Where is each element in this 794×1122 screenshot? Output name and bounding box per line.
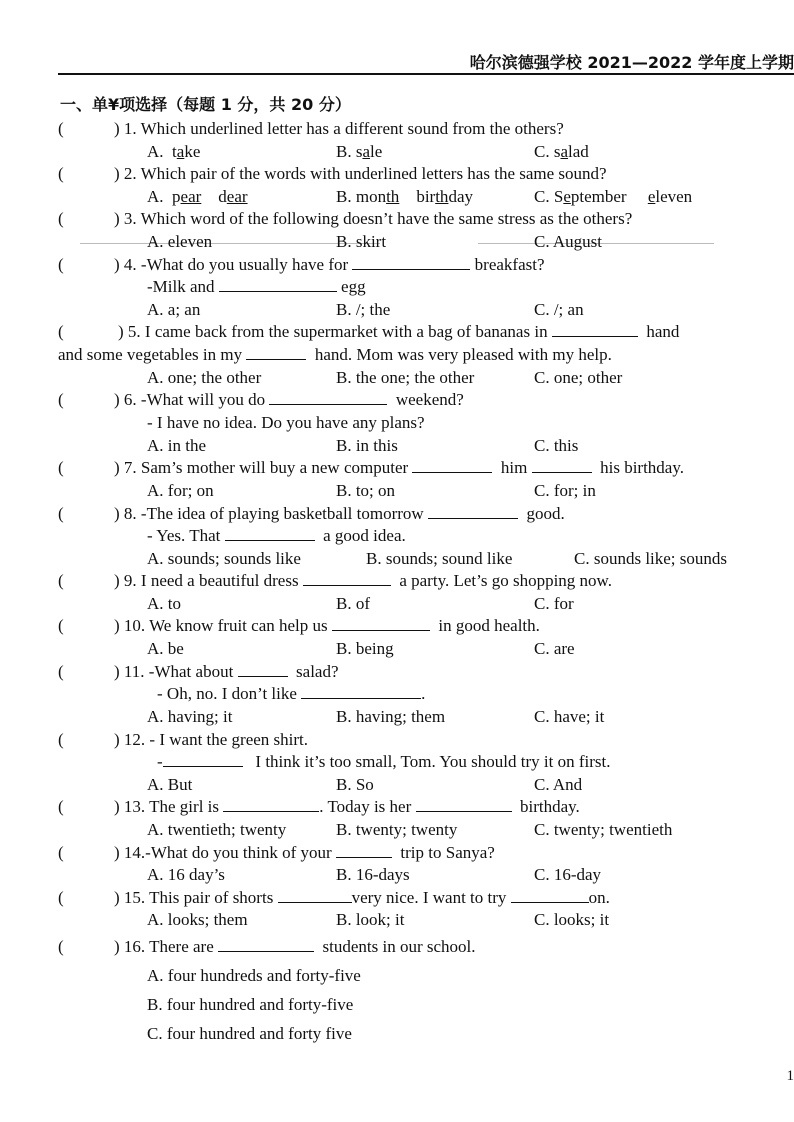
option-1c: C. salad <box>534 142 589 161</box>
option-15a: A. looks; them <box>147 910 248 929</box>
blank[interactable] <box>218 937 314 952</box>
blank[interactable] <box>412 458 492 473</box>
blank[interactable] <box>269 390 387 405</box>
option-16a: A. four hundreds and forty-five <box>147 966 361 985</box>
option-5a: A. one; the other <box>147 368 262 387</box>
blank[interactable] <box>246 345 306 360</box>
option-11a: A. having; it <box>147 707 233 726</box>
option-5b: B. the one; the other <box>336 368 475 387</box>
option-9b: B. of <box>336 594 370 613</box>
blank[interactable] <box>416 797 512 812</box>
option-8c: C. sounds like; sounds <box>574 549 728 568</box>
question-2: ) 2. Which pair of the words with underlined letters has the same sound? <box>114 164 607 183</box>
question-5: ) 5. I came back from the supermarket with a bag of bananas in hand <box>118 322 680 341</box>
option-13b: B. twenty; twenty <box>336 820 458 839</box>
question-14: ) 14.-What do you think of your trip to Sanya? <box>114 843 495 862</box>
option-9a: A. to <box>147 594 181 613</box>
option-5c: C. one; other <box>534 368 623 387</box>
question-8-line2: - Yes. That a good idea. <box>147 526 406 545</box>
answer-bracket-15[interactable]: ( <box>58 888 64 907</box>
blank[interactable] <box>332 616 430 631</box>
option-3c: C. August <box>534 232 603 251</box>
option-2c: C. September eleven <box>534 187 693 206</box>
answer-bracket-16[interactable]: ( <box>58 937 64 956</box>
option-11c: C. have; it <box>534 707 605 726</box>
option-7c: C. for; in <box>534 481 596 500</box>
question-12-line2: - I think it’s too small, Tom. You should try it on first. <box>157 752 611 771</box>
option-7a: A. for; on <box>147 481 214 500</box>
answer-bracket-1[interactable]: ( <box>58 119 64 138</box>
blank[interactable] <box>278 888 352 903</box>
option-6a: A. in the <box>147 436 207 455</box>
option-2a: A. pear dear <box>147 187 248 206</box>
answer-bracket-5[interactable]: ( <box>58 322 64 341</box>
option-14c: C. 16-day <box>534 865 602 884</box>
question-9: ) 9. I need a beautiful dress a party. Let’s go shopping now. <box>114 571 612 590</box>
blank[interactable] <box>336 843 392 858</box>
blank[interactable] <box>532 458 592 473</box>
option-6b: B. in this <box>336 436 398 455</box>
option-12c: C. And <box>534 775 583 794</box>
answer-bracket-9[interactable]: ( <box>58 571 64 590</box>
option-1b: B. sale <box>336 142 383 161</box>
question-13: ) 13. The girl is . Today is her birthday. <box>114 797 580 816</box>
question-1: ) 1. Which underlined letter has a different sound from the others? <box>114 119 564 138</box>
question-10: ) 10. We know fruit can help us in good health. <box>114 616 540 635</box>
option-3a: A. eleven <box>147 232 213 251</box>
option-12b: B. So <box>336 775 374 794</box>
question-5-line2: and some vegetables in my hand. Mom was very pleased with my help. <box>58 345 612 364</box>
header-rule <box>58 73 794 75</box>
option-14a: A. 16 day’s <box>147 865 225 884</box>
question-7: ) 7. Sam’s mother will buy a new computer him his birthday. <box>114 458 684 477</box>
blank[interactable] <box>552 322 638 337</box>
blank[interactable] <box>303 571 391 586</box>
page-number: 1 <box>786 1068 794 1084</box>
blank[interactable] <box>223 797 319 812</box>
option-13c: C. twenty; twentieth <box>534 820 673 839</box>
answer-bracket-8[interactable]: ( <box>58 504 64 523</box>
answer-bracket-2[interactable]: ( <box>58 164 64 183</box>
answer-bracket-3[interactable]: ( <box>58 209 64 228</box>
option-10c: C. are <box>534 639 575 658</box>
option-2b: B. month birthday <box>336 187 473 206</box>
question-16: ) 16. There are students in our school. <box>114 937 476 956</box>
option-1a: A. take <box>147 142 201 161</box>
option-8b: B. sounds; sound like <box>366 549 513 568</box>
section-title: 一、单¥项选择（每题 1 分，共 20 分） <box>60 95 351 114</box>
blank[interactable] <box>219 277 337 292</box>
option-16c: C. four hundred and forty five <box>147 1024 352 1043</box>
question-8: ) 8. -The idea of playing basketball tomorrow good. <box>114 504 565 523</box>
option-8a: A. sounds; sounds like <box>147 549 301 568</box>
option-10b: B. being <box>336 639 394 658</box>
question-6: ) 6. -What will you do weekend? <box>114 390 464 409</box>
option-4c: C. /; an <box>534 300 584 319</box>
answer-bracket-7[interactable]: ( <box>58 458 64 477</box>
option-6c: C. this <box>534 436 579 455</box>
option-12a: A. But <box>147 775 193 794</box>
blank[interactable] <box>238 662 288 677</box>
answer-bracket-6[interactable]: ( <box>58 390 64 409</box>
answer-bracket-4[interactable]: ( <box>58 255 64 274</box>
answer-bracket-12[interactable]: ( <box>58 730 64 749</box>
question-11-line2: - Oh, no. I don’t like . <box>157 684 426 703</box>
answer-bracket-14[interactable]: ( <box>58 843 64 862</box>
answer-bracket-13[interactable]: ( <box>58 797 64 816</box>
answer-bracket-11[interactable]: ( <box>58 662 64 681</box>
question-4: ) 4. -What do you usually have for breakfast? <box>114 255 545 274</box>
question-6-line2: - I have no idea. Do you have any plans? <box>147 413 425 432</box>
answer-bracket-10[interactable]: ( <box>58 616 64 635</box>
question-15: ) 15. This pair of shorts very nice. I want to try on. <box>114 888 610 907</box>
option-11b: B. having; them <box>336 707 446 726</box>
option-4b: B. /; the <box>336 300 391 319</box>
question-11: ) 11. -What about salad? <box>114 662 339 681</box>
blank[interactable] <box>301 684 421 699</box>
option-14b: B. 16-days <box>336 865 410 884</box>
scan-line <box>80 243 380 244</box>
blank[interactable] <box>163 752 243 767</box>
option-9c: C. for <box>534 594 574 613</box>
option-3b: B. skirt <box>336 232 387 251</box>
option-4a: A. a; an <box>147 300 201 319</box>
option-10a: A. be <box>147 639 184 658</box>
question-4-line2: -Milk and egg <box>147 277 366 296</box>
blank[interactable] <box>225 526 315 541</box>
blank[interactable] <box>428 504 518 519</box>
question-12: ) 12. - I want the green shirt. <box>114 730 309 749</box>
option-13a: A. twentieth; twenty <box>147 820 287 839</box>
option-15b: B. look; it <box>336 910 405 929</box>
option-7b: B. to; on <box>336 481 396 500</box>
question-3: ) 3. Which word of the following doesn’t have the same stress as the others? <box>114 209 633 228</box>
blank[interactable] <box>511 888 589 903</box>
blank[interactable] <box>352 255 470 270</box>
option-15c: C. looks; it <box>534 910 610 929</box>
document-header: 哈尔滨德强学校 2021—2022 学年度上学期 <box>469 53 794 72</box>
option-16b: B. four hundred and forty-five <box>147 995 354 1014</box>
